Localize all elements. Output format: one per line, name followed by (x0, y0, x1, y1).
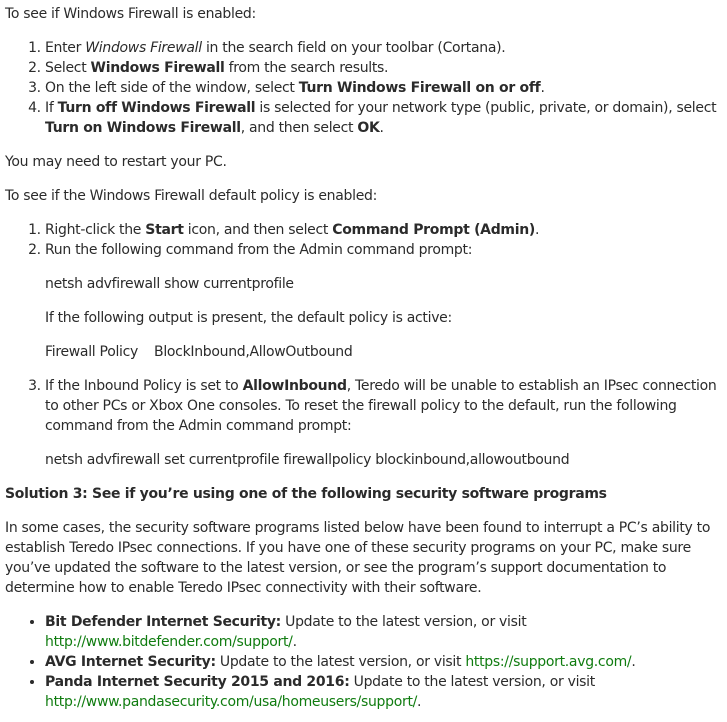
list-item: 1. Right-click the Start icon, and then select Command Prompt (Admin). (45, 220, 721, 240)
list-item: 3. On the left side of the window, select Turn Windows Firewall on or off. (45, 78, 721, 98)
solution3-body: In some cases, the security software programs listed below have been found to interrupt a PC’s ability to establish Teredo IPsec connections. If you have one of these security programs on your PC, make sure you’ve updated the software to the latest version, or see the program’s support documentation to determine how to enable Teredo IPsec connectivity with their software. (5, 520, 711, 596)
list-item: 1. Enter Windows Firewall in the search field on your toolbar (Cortana). (45, 38, 721, 58)
command-show-currentprofile: netsh advfirewall show currentprofile (45, 276, 294, 292)
security-software-list (5, 612, 721, 712)
list-item: • AVG Internet Security: Update to the latest version, or visit https://support.avg.com/. (45, 652, 721, 672)
firewall-enable-steps (5, 38, 721, 138)
section1-intro: To see if Windows Firewall is enabled: (5, 6, 256, 22)
expected-output (45, 342, 721, 362)
output-value: BlockInbound,AllowOutbound (154, 344, 353, 360)
restart-note: You may need to restart your PC. (5, 154, 227, 170)
avg-support-link[interactable]: https://support.avg.com/ (465, 654, 632, 670)
solution3-heading: Solution 3: See if you’re using one of the following security software programs (5, 486, 607, 502)
list-item: 2. Select Windows Firewall from the search results. (45, 58, 721, 78)
list-item: 4. If Turn off Windows Firewall is selected for your network type (public, private, or domain), select Turn on Windows Firewall, and then select OK. (45, 98, 721, 138)
default-policy-steps (5, 220, 721, 470)
bitdefender-support-link[interactable]: http://www.bitdefender.com/support/ (45, 634, 293, 650)
section2-intro: To see if the Windows Firewall default policy is enabled: (5, 188, 378, 204)
list-item: 3. If the Inbound Policy is set to AllowInbound, Teredo will be unable to establish an IPsec connection to other PCs or Xbox One consoles. To reset the firewall policy to the default, run the following command from the Admin command prompt: netsh advfirewall set currentprofile firewallpolicy blockinbound,allowoutbound (45, 376, 721, 470)
command-set-firewallpolicy: netsh advfirewall set currentprofile firewallpolicy blockinbound,allowoutbound (45, 452, 570, 468)
panda-support-link[interactable]: http://www.pandasecurity.com/usa/homeusers/support/ (45, 694, 418, 710)
list-item: • Panda Internet Security 2015 and 2016: Update to the latest version, or visit http://www.pandasecurity.com/usa/homeusers/support/. (45, 672, 721, 712)
list-item: • Bit Defender Internet Security: Update to the latest version, or visit http://www.bitdefender.com/support/. (45, 612, 721, 652)
list-item: 2. Run the following command from the Admin command prompt: netsh advfirewall show currentprofile If the following output is present, the default policy is active: Firewall Policy BlockInbound,AllowOutbound (45, 240, 721, 362)
output-key: Firewall Policy (45, 344, 139, 360)
output-note: If the following output is present, the default policy is active: (45, 310, 452, 326)
